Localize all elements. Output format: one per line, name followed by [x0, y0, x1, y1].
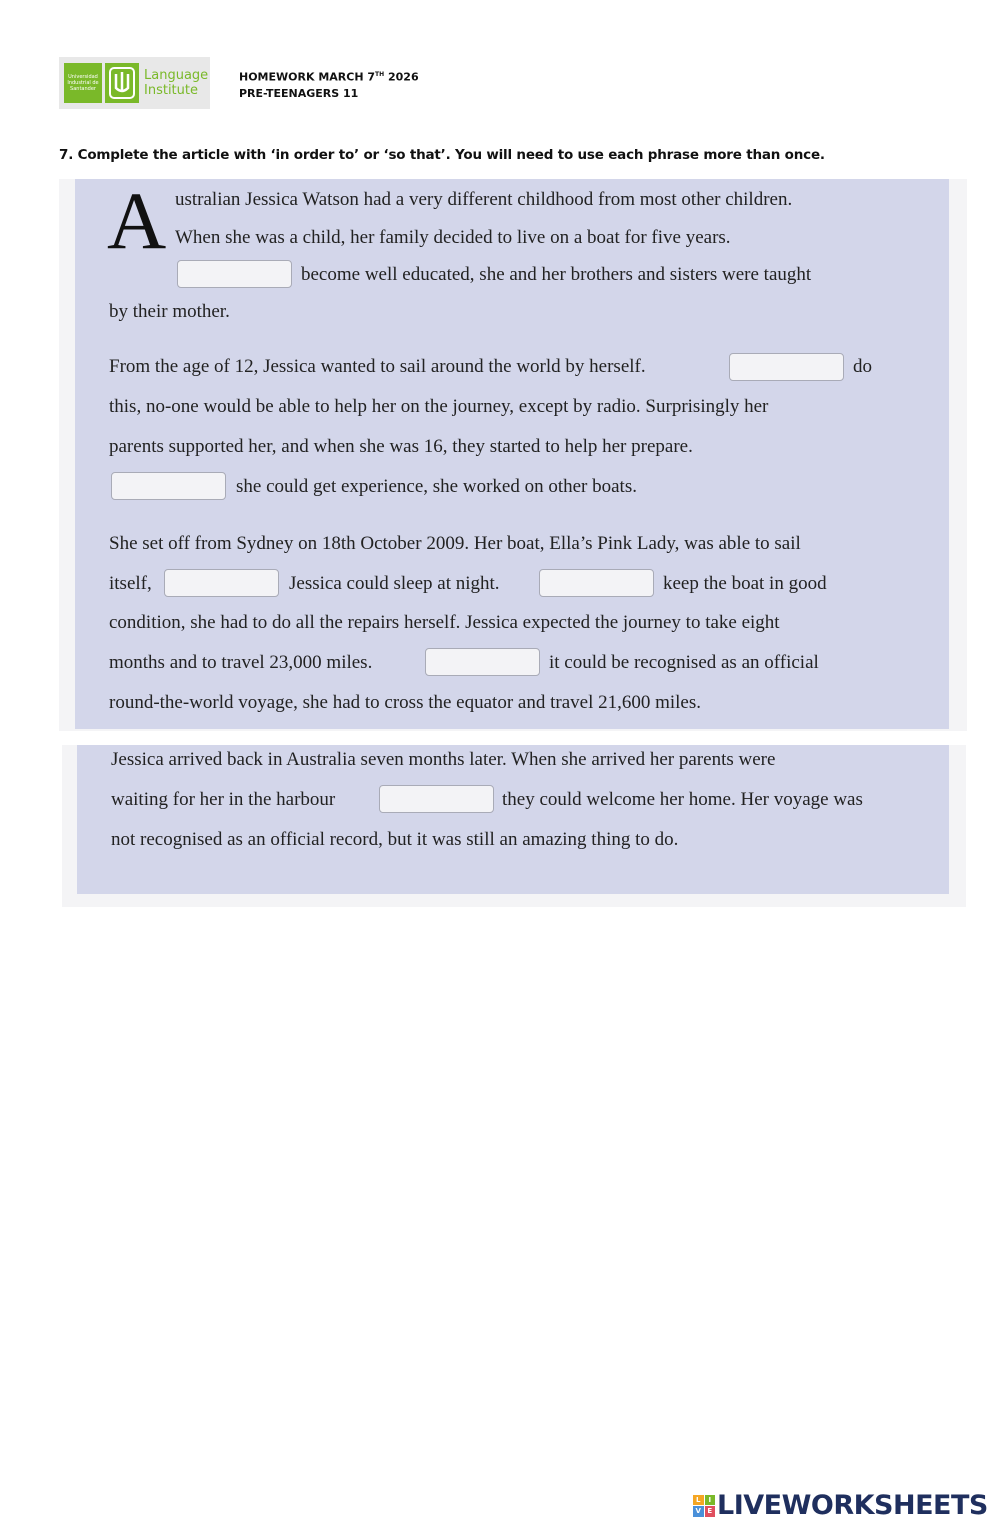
article-line: months and to travel 23,000 miles.: [109, 652, 373, 673]
answer-blank-4[interactable]: [164, 569, 279, 597]
logo-line-2: Institute: [144, 83, 198, 98]
article-line: keep the boat in good: [663, 573, 827, 594]
article-line: she could get experience, she worked on other boats.: [236, 476, 637, 497]
article-line: She set off from Sydney on 18th October 2009. Her boat, Ella’s Pink Lady, was able to sail: [109, 533, 801, 554]
article-line: ustralian Jessica Watson had a very different childhood from most other children.: [175, 189, 793, 210]
homework-title: [239, 67, 419, 102]
answer-blank-5[interactable]: [539, 569, 654, 597]
answer-blank-2[interactable]: [729, 353, 844, 381]
article-line: When she was a child, her family decided to live on a boat for five years.: [175, 227, 731, 248]
article-line: do: [853, 356, 872, 377]
article-line: condition, she had to do all the repairs herself. Jessica expected the journey to take eight: [109, 612, 780, 633]
liveworksheets-wordmark: LIVEWORKSHEETS: [717, 1490, 988, 1521]
article-line: by their mother.: [109, 301, 230, 322]
article-line: waiting for her in the harbour: [111, 789, 336, 810]
article-line: not recognised as an official record, but it was still an amazing thing to do.: [111, 829, 679, 850]
drop-cap: A: [107, 175, 167, 266]
university-logo-badge: Universidad Industrial de Santander: [64, 63, 102, 103]
article-line: it could be recognised as an official: [549, 652, 819, 673]
liveworksheets-icon: L I V E: [693, 1495, 715, 1517]
article-line: itself,: [109, 573, 152, 594]
liveworksheets-logo: [693, 1490, 988, 1521]
answer-blank-3[interactable]: [111, 472, 226, 500]
answer-blank-7[interactable]: [379, 785, 494, 813]
logo-line-1: Language: [144, 68, 209, 83]
article-line: Jessica arrived back in Australia seven months later. When she arrived her parents were: [111, 749, 776, 770]
answer-blank-6[interactable]: [425, 648, 540, 676]
exercise-instructions: 7. Complete the article with ‘in order to’ or ‘so that’. You will need to use each phrase more than once.: [59, 147, 825, 163]
article-line: they could welcome her home. Her voyage was: [502, 789, 863, 810]
article-line: round-the-world voyage, she had to cross the equator and travel 21,600 miles.: [109, 692, 702, 713]
institute-logo: [59, 57, 210, 109]
article-line: parents supported her, and when she was 16, they started to help her prepare.: [109, 436, 693, 457]
article-line: this, no-one would be able to help her on the journey, except by radio. Surprisingly her: [109, 396, 769, 417]
article-line: From the age of 12, Jessica wanted to sail around the world by herself.: [109, 356, 646, 377]
answer-blank-1[interactable]: [177, 260, 292, 288]
homework-group: PRE-TEENAGERS 11: [239, 86, 359, 100]
article-line: become well educated, she and her brothers and sisters were taught: [301, 264, 812, 285]
homework-date: HOMEWORK MARCH 7TH 2026: [239, 70, 419, 84]
logo-wordmark: [144, 68, 208, 98]
uis-logo-icon: [105, 63, 139, 103]
article-line: Jessica could sleep at night.: [289, 573, 500, 594]
